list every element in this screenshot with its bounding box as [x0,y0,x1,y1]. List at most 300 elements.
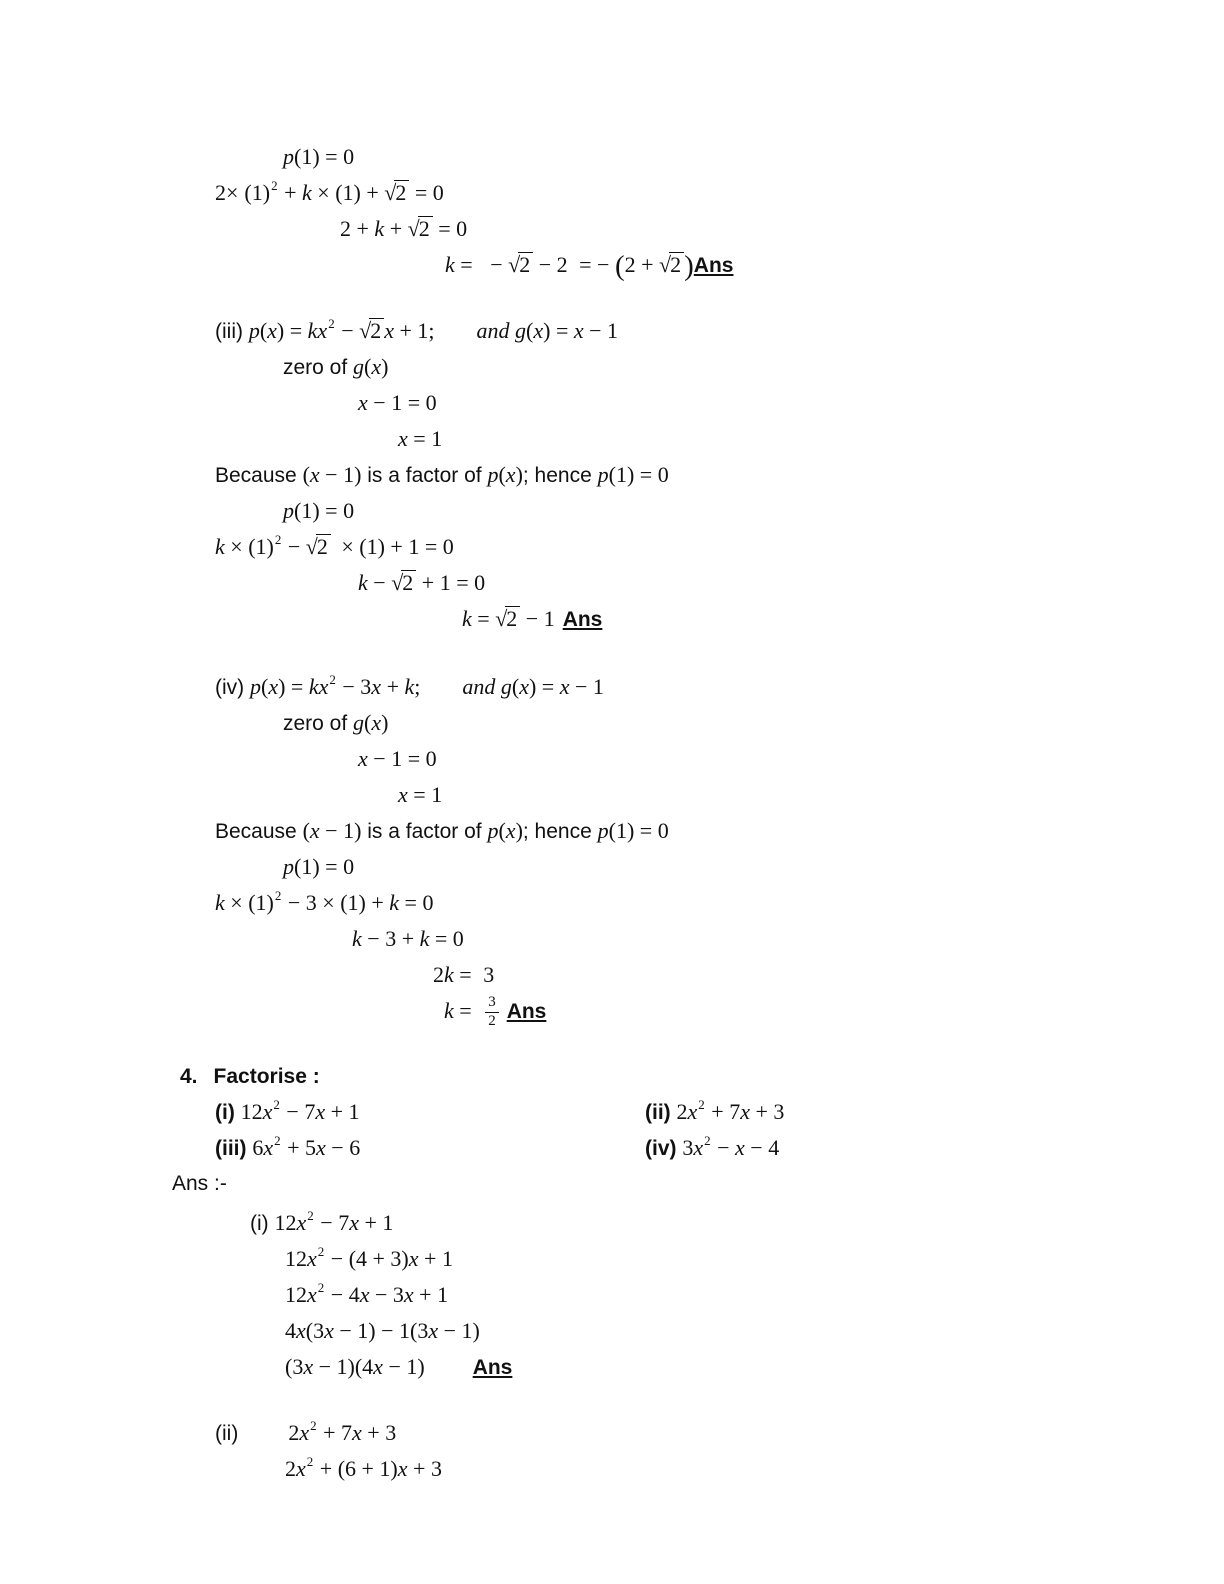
math-operator: = [402,746,426,771]
math-operator: = [429,926,453,951]
math-variable: k [445,252,455,277]
math-token: 0 [657,818,669,843]
text-token: (iv) [645,1137,683,1160]
spacer [478,271,490,272]
math-variable: g [500,674,512,699]
math-variable: k [352,926,362,951]
math-variable: x [398,782,408,807]
superscript: 2 [317,1280,325,1295]
math-token: 3 [392,1282,404,1307]
fraction [485,995,499,1030]
superscript: 2 [271,178,278,193]
math-variable: k [358,570,368,595]
math-operator: − [325,1282,349,1307]
big-paren: ( [614,250,625,282]
math-token: (3 [285,1354,304,1379]
solution-part-iv [170,670,1184,1030]
math-variable: x [505,462,516,487]
text-token: Factorise : [213,1065,320,1088]
math-operator: = [453,998,478,1023]
math-variable: x [403,1282,414,1307]
math-variable: x [315,1099,326,1124]
math-operator: = [453,962,478,987]
math-line [215,814,1184,850]
sqrt-expression [508,252,533,277]
math-token: 1 [408,534,420,559]
math-token: 2 [676,1099,688,1124]
math-token: ( [302,462,310,487]
math-operator: + [278,180,302,205]
solution-part-iii [170,314,1184,638]
math-operator: = [536,674,560,699]
math-variable: x [296,1456,306,1481]
math-line [172,1167,1184,1202]
math-operator: − [744,1135,769,1160]
math-variable: x [384,318,394,343]
sqrt-expression [408,216,433,241]
math-token: 12 [285,1282,307,1307]
math-token: (3 [305,1318,325,1343]
sqrt-expression [384,180,409,205]
text-token: (iii) [215,1137,253,1160]
math-operator: + [413,1282,438,1307]
math-line [215,458,1184,494]
math-variable: k [462,606,472,631]
math-operator: − [336,674,361,699]
column-2 [645,1095,784,1131]
math-token: 2 [556,252,568,277]
math-line [358,566,1184,602]
math-token: 6 [349,1135,361,1160]
answer-part-i [170,1206,1184,1386]
math-token: (1) [608,462,635,487]
superscript: 2 [704,1133,711,1148]
math-variable: kx [307,318,328,343]
math-operator: + [281,1135,306,1160]
math-variable: x [299,1420,310,1445]
math-token: 1) [343,462,362,487]
math-operator: × [224,890,249,915]
math-token: 0 [343,498,355,523]
math-operator: = [454,252,479,277]
math-variable: x [519,674,529,699]
math-variable: x [309,462,320,487]
math-operator: = [419,534,443,559]
superscript: 2 [329,672,336,687]
math-operator: = [634,818,658,843]
math-token: ( [259,318,268,343]
math-variable: p [250,674,261,699]
math-token: 1) [461,1318,480,1343]
text-token: ; hence [522,464,598,487]
math-variable: p [283,854,294,879]
math-line [283,706,1184,742]
text-token: ; hence [522,820,598,843]
math-line [285,1452,1184,1488]
math-variable: x [316,1135,326,1160]
math-token: ; [414,674,421,699]
text-token: (iii) [215,320,249,343]
ans-label: Ans [693,254,734,277]
ans-label: Ans [562,608,603,631]
math-token: 3 [483,962,495,987]
text-token: 4. [180,1065,198,1088]
math-token: 2 [624,252,636,277]
math-variable: p [487,818,499,843]
math-token: 1; [417,318,435,343]
math-token: ) [278,674,286,699]
math-token: (1) [244,180,271,205]
math-line [352,922,1184,958]
math-token: 1 [441,1246,453,1271]
math-token: (1) [248,890,274,915]
math-line [285,1314,1184,1350]
math-token: 2 [288,1420,300,1445]
radical-sign: √ [508,252,521,277]
math-line [283,850,1184,886]
math-operator: + [705,1099,730,1124]
math-variable: x [428,1318,439,1343]
math-token: 6 [252,1135,264,1160]
math-operator: + [325,1099,349,1124]
math-operator: = [319,144,344,169]
math-line [215,1095,1184,1131]
math-operator: + [749,1099,774,1124]
radical-sign: √ [384,180,397,205]
math-token: ( [364,710,372,735]
math-line [444,994,1184,1030]
spacer [555,625,563,626]
math-variable: k [444,962,454,987]
spacer [499,1017,507,1018]
math-variable: p [597,818,609,843]
math-token: 3 [385,926,397,951]
math-variable: x [303,1354,314,1379]
math-token: 3 [682,1135,694,1160]
math-variable: p [487,462,499,487]
math-variable: x [359,1282,370,1307]
text-token: (ii) [645,1101,677,1124]
math-operator: = [319,854,344,879]
math-operator: + [635,252,660,277]
math-operator: − [335,318,360,343]
radicand: 2 [401,570,416,594]
math-token: 0 [422,890,434,915]
math-variable: kx [308,674,329,699]
math-variable: p [283,498,294,523]
math-operator: = [471,606,496,631]
text-token: Ans :- [172,1172,227,1195]
math-token: ( [498,818,506,843]
text-token: Because [215,820,303,843]
math-variable: x [352,1420,362,1445]
math-operator: = [399,890,423,915]
math-token: 1 [431,782,443,807]
math-variable: x [371,710,382,735]
math-token: 2 [285,1456,296,1481]
math-operator: = [409,180,433,205]
math-variable: x [693,1135,704,1160]
math-token: ( [261,674,269,699]
radical-sign: √ [495,606,508,631]
text-token: (iv) [215,676,250,699]
math-token: 3 [430,1456,442,1481]
math-token: (1) [340,890,366,915]
math-token: 1)(4 [336,1354,374,1379]
math-token: 3 [385,1420,397,1445]
radicand: 2 [505,606,520,630]
fraction-denominator: 2 [488,1013,496,1029]
text-token: is a factor of [361,464,488,487]
math-operator: = [284,318,308,343]
math-token: 1) [406,1354,425,1379]
math-operator: − [280,1099,305,1124]
math-token: 3 [360,674,372,699]
column-2 [645,1131,779,1167]
math-operator: × [224,534,249,559]
math-operator: − [361,926,386,951]
math-variable: x [533,318,544,343]
math-operator: − [313,1354,337,1379]
math-operator: + [384,216,408,241]
math-operator: − [367,746,392,771]
math-variable: k [374,216,385,241]
radicand: 2 [418,216,433,240]
superscript: 2 [698,1097,705,1112]
math-token: 3 [305,890,317,915]
math-token: 7 [729,1099,741,1124]
text-token: zero of [283,712,354,735]
math-operator: = − [573,252,615,277]
math-operator: = [432,216,457,241]
math-variable: g [515,318,527,343]
text-token: (i) [215,1101,241,1124]
math-token: (4 + 3) [348,1246,409,1271]
math-token: (1) [294,498,320,523]
math-token: 7 [341,1420,353,1445]
math-token: (1) [294,854,320,879]
sqrt-expression [359,318,384,343]
math-token: (1) [294,144,320,169]
sqrt-expression [659,252,684,277]
math-token: 1 [439,570,451,595]
math-variable: x [358,390,368,415]
math-operator: + [381,674,405,699]
math-operator: = [402,390,426,415]
math-variable: x [307,1282,317,1307]
math-variable: x [268,674,279,699]
math-token: 1 [592,674,604,699]
math-operator: + [314,1456,338,1481]
math-token: 4 [348,1282,360,1307]
math-variable: x [296,1210,307,1235]
math-operator: − [319,818,344,843]
math-operator: + [418,1246,442,1271]
math-operator: + [358,1210,383,1235]
math-token: ) [515,818,523,843]
math-operator: + [416,570,440,595]
math-line [285,1350,1184,1386]
superscript: 2 [306,1454,314,1469]
math-token: 2 [340,216,351,241]
math-line [285,1278,1184,1314]
math-line [398,778,1184,814]
math-line [215,314,1184,350]
spacer [420,693,462,694]
math-token: 0 [657,462,669,487]
math-token: ) [276,318,285,343]
math-token: 5 [305,1135,317,1160]
math-token: 0 [425,746,437,771]
radical-sign: √ [391,570,404,595]
math-token: (6 + 1) [337,1456,398,1481]
math-line [180,1060,1184,1095]
math-token: ) [528,674,537,699]
math-variable: k [389,890,400,915]
radical-sign: √ [659,252,672,277]
superscript: 2 [273,1097,280,1112]
math-operator: + [361,1420,386,1445]
math-token: 1 [543,606,555,631]
math-token: 12 [285,1246,307,1271]
sqrt-expression [495,606,520,631]
math-variable: x [398,426,408,451]
math-operator: − [333,1318,358,1343]
column-1 [215,1095,645,1131]
superscript: 2 [307,1208,314,1223]
math-token: (1) [335,180,361,205]
fraction-numerator: 3 [485,995,499,1013]
math-variable: x [397,1456,408,1481]
math-line [340,212,1184,248]
math-variable: k [215,534,225,559]
math-operator: − [325,1135,350,1160]
text-token: zero of [283,356,354,379]
math-operator: + [393,318,418,343]
math-token: 1 [607,318,619,343]
big-paren: ) [684,250,694,282]
math-variable: x [371,354,382,379]
superscript: 2 [328,316,335,331]
math-token: ) [543,318,551,343]
spacer [435,337,477,338]
radicand: 2 [369,318,384,342]
math-operator: = [550,318,574,343]
math-token: ( [511,674,520,699]
math-operator: − [319,462,344,487]
math-operator: − [369,1282,393,1307]
math-operator: − [314,1210,339,1235]
text-token: (i) [250,1212,275,1235]
math-line [215,530,1184,566]
math-operator: = [450,570,475,595]
italic-text-token: and [462,674,501,699]
radicand: 2 [669,252,684,276]
math-line [462,602,1184,638]
math-variable: x [267,318,277,343]
math-operator: − [375,1318,400,1343]
math-operator: = [407,426,432,451]
math-variable: x [371,674,382,699]
math-variable: g [353,354,365,379]
math-operator: − [367,390,392,415]
spacer [425,1373,473,1374]
math-operator: + [407,1456,431,1481]
radical-sign: √ [359,318,372,343]
math-token: 12 [240,1099,263,1124]
math-token: 7 [304,1099,316,1124]
math-line [215,670,1184,706]
math-token: 1 [391,746,403,771]
math-operator: + [365,890,390,915]
math-operator: − [282,534,306,559]
math-line [358,742,1184,778]
superscript: 2 [310,1418,317,1433]
math-variable: x [505,818,516,843]
math-line [445,248,1184,284]
math-variable: x [263,1135,274,1160]
math-token: ( [526,318,534,343]
math-variable: k [215,890,225,915]
math-token: 1(3 [399,1318,429,1343]
text-token: is a factor of [361,820,488,843]
math-token: 0 [432,180,444,205]
math-operator: − [569,674,593,699]
math-operator: − [711,1135,736,1160]
radicand: 2 [518,252,533,276]
math-token: (1) [608,818,635,843]
math-token: 12 [274,1210,297,1235]
math-token: ) [381,710,389,735]
math-token: 1 [437,1282,449,1307]
math-token: (1) [359,534,385,559]
sqrt-expression [391,570,416,595]
math-token: 2× [215,180,239,205]
math-operator: × [316,890,341,915]
math-variable: x [687,1099,698,1124]
math-operator: = [407,782,432,807]
radical-sign: √ [407,216,420,241]
math-line [215,886,1184,922]
math-operator: = [285,674,309,699]
math-variable: x [324,1318,334,1343]
radicand: 2 [394,180,409,204]
math-token: 1 [431,426,443,451]
math-operator: − [382,1354,407,1379]
math-operator: + [384,534,409,559]
math-variable: x [559,674,570,699]
math-variable: x [262,1099,273,1124]
math-variable: k [444,998,454,1023]
math-token: ( [302,818,310,843]
column-1 [215,1131,645,1167]
math-line [215,1131,1184,1167]
math-operator: − [583,318,608,343]
math-variable: p [597,462,609,487]
superscript: 2 [317,1244,325,1259]
math-token: 0 [474,570,486,595]
math-token: 7 [338,1210,350,1235]
superscript: 2 [274,1133,281,1148]
math-variable: p [248,318,260,343]
math-line [283,140,1184,176]
math-operator: − [520,606,544,631]
superscript: 2 [274,888,282,903]
math-token: 1) [357,1318,376,1343]
math-token: ( [364,354,372,379]
math-line [358,386,1184,422]
math-token: (1) [248,534,274,559]
